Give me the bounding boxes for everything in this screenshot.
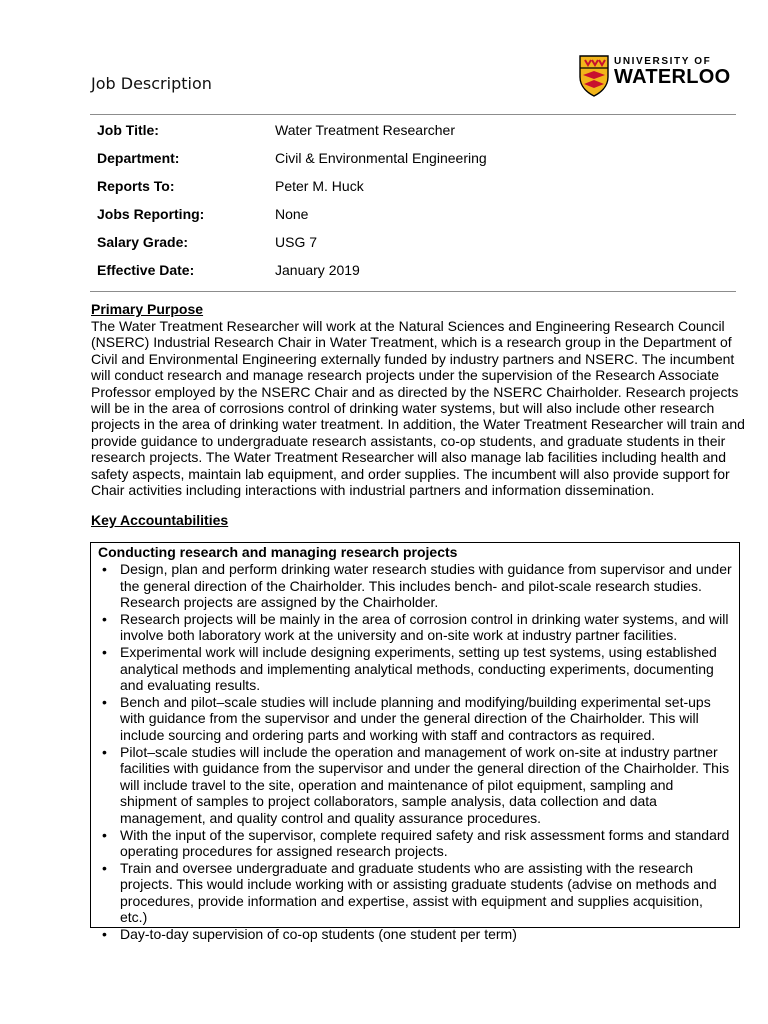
info-label: Reports To:: [97, 178, 175, 194]
info-row-reports-to: [97, 172, 737, 200]
document-title: Job Description: [91, 74, 212, 93]
info-label: Department:: [97, 150, 180, 166]
accountabilities-box-heading: Conducting research and managing research projects: [98, 544, 458, 560]
primary-purpose-text: The Water Treatment Researcher will work at the Natural Sciences and Engineering Research Council (NSERC) Industrial Research Chair in Water Treatment, which is a research group in the Department of Civil and Environmental Engineering externally funded by industry partners and NSERC. The incumbent will conduct research and manage research projects under the supervision of the Research Associate Professor employed by the NSERC Chair and as directed by the NSERC Chairholder. Research projects will be in the area of corrosions control of drinking water systems, but will also include other research projects in the area of drinking water treatment. In addition, the Water Treatment Researcher will train and provide guidance to undergraduate research assistants, co-op students, and graduate students in their research projects. The Water Treatment Researcher will also manage lab facilities including health and safety aspects, maintain lab equipment, and order supplies. The incumbent will also provide support for Chair activities including interactions with industrial partners and information dissemination.: [91, 318, 745, 499]
info-label: Effective Date:: [97, 262, 195, 278]
table-bottom-rule: [90, 291, 736, 292]
university-logo: [579, 55, 741, 97]
header-rule: [90, 114, 736, 115]
info-row-department: [97, 144, 737, 172]
list-item: • Bench and pilot–scale studies will include planning and modifying/building experimental set-ups with guidance from the supervisor and under the general direction of the Chairholder. This will include sourcing and ordering parts and working with staff and contractors as required.: [98, 694, 733, 744]
info-value: Civil & Environmental Engineering: [275, 150, 487, 166]
info-row-jobs-reporting: [97, 200, 737, 228]
list-item: • Research projects will be mainly in the area of corrosion control in drinking water systems, and will involve both laboratory work at the university and on-site work at industry partner facilities.: [98, 611, 733, 644]
key-accountabilities-heading: Key Accountabilities: [91, 512, 229, 528]
info-value: Water Treatment Researcher: [275, 122, 455, 138]
info-label: Salary Grade:: [97, 234, 189, 250]
list-item: • Design, plan and perform drinking water research studies with guidance from supervisor and under the general direction of the Chairholder. This includes bench- and pilot-scale research studies. Research projects are assigned by the Chairholder.: [98, 561, 733, 611]
info-value: January 2019: [275, 262, 360, 278]
logo-waterloo-text: WATERLOO: [614, 66, 731, 88]
primary-purpose-heading: Primary Purpose: [91, 301, 204, 317]
info-value: Peter M. Huck: [275, 178, 364, 194]
list-item: • Train and oversee undergraduate and graduate students who are assisting with the research projects. This would include working with or assisting graduate students (advise on methods and procedures, provide information and expertise, assist with equipment and supplies acquisition, etc.): [98, 860, 733, 926]
job-info-table: [97, 116, 737, 284]
list-item: • Experimental work will include designing experiments, setting up test systems, using established analytical methods and implementing analytical methods, conducting experiments, documenting and evaluating results.: [98, 644, 733, 694]
crest-icon: [579, 55, 609, 97]
list-item: • Day-to-day supervision of co-op students (one student per term): [98, 926, 733, 943]
list-item: • Pilot–scale studies will include the operation and management of work on-site at industry partner facilities with guidance from the supervisor and under the general direction of the Chairholder. This will include travel to the site, operation and maintenance of pilot equipment, sampling and shipment of samples to project collaborators, sample analysis, data collection and data management, and quality control and quality assurance procedures.: [98, 744, 733, 827]
accountabilities-list: [98, 561, 733, 943]
accountabilities-box: [90, 542, 740, 943]
logo-university-text: UNIVERSITY OF: [614, 56, 712, 67]
info-value: USG 7: [275, 234, 318, 250]
info-row-salary-grade: [97, 228, 737, 256]
info-value: None: [275, 206, 309, 222]
info-row-job-title: [97, 116, 737, 144]
info-label: Job Title:: [97, 122, 159, 138]
info-row-effective-date: [97, 256, 737, 284]
info-label: Jobs Reporting:: [97, 206, 205, 222]
list-item: • With the input of the supervisor, complete required safety and risk assessment forms and standard operating procedures for assigned research projects.: [98, 827, 733, 860]
